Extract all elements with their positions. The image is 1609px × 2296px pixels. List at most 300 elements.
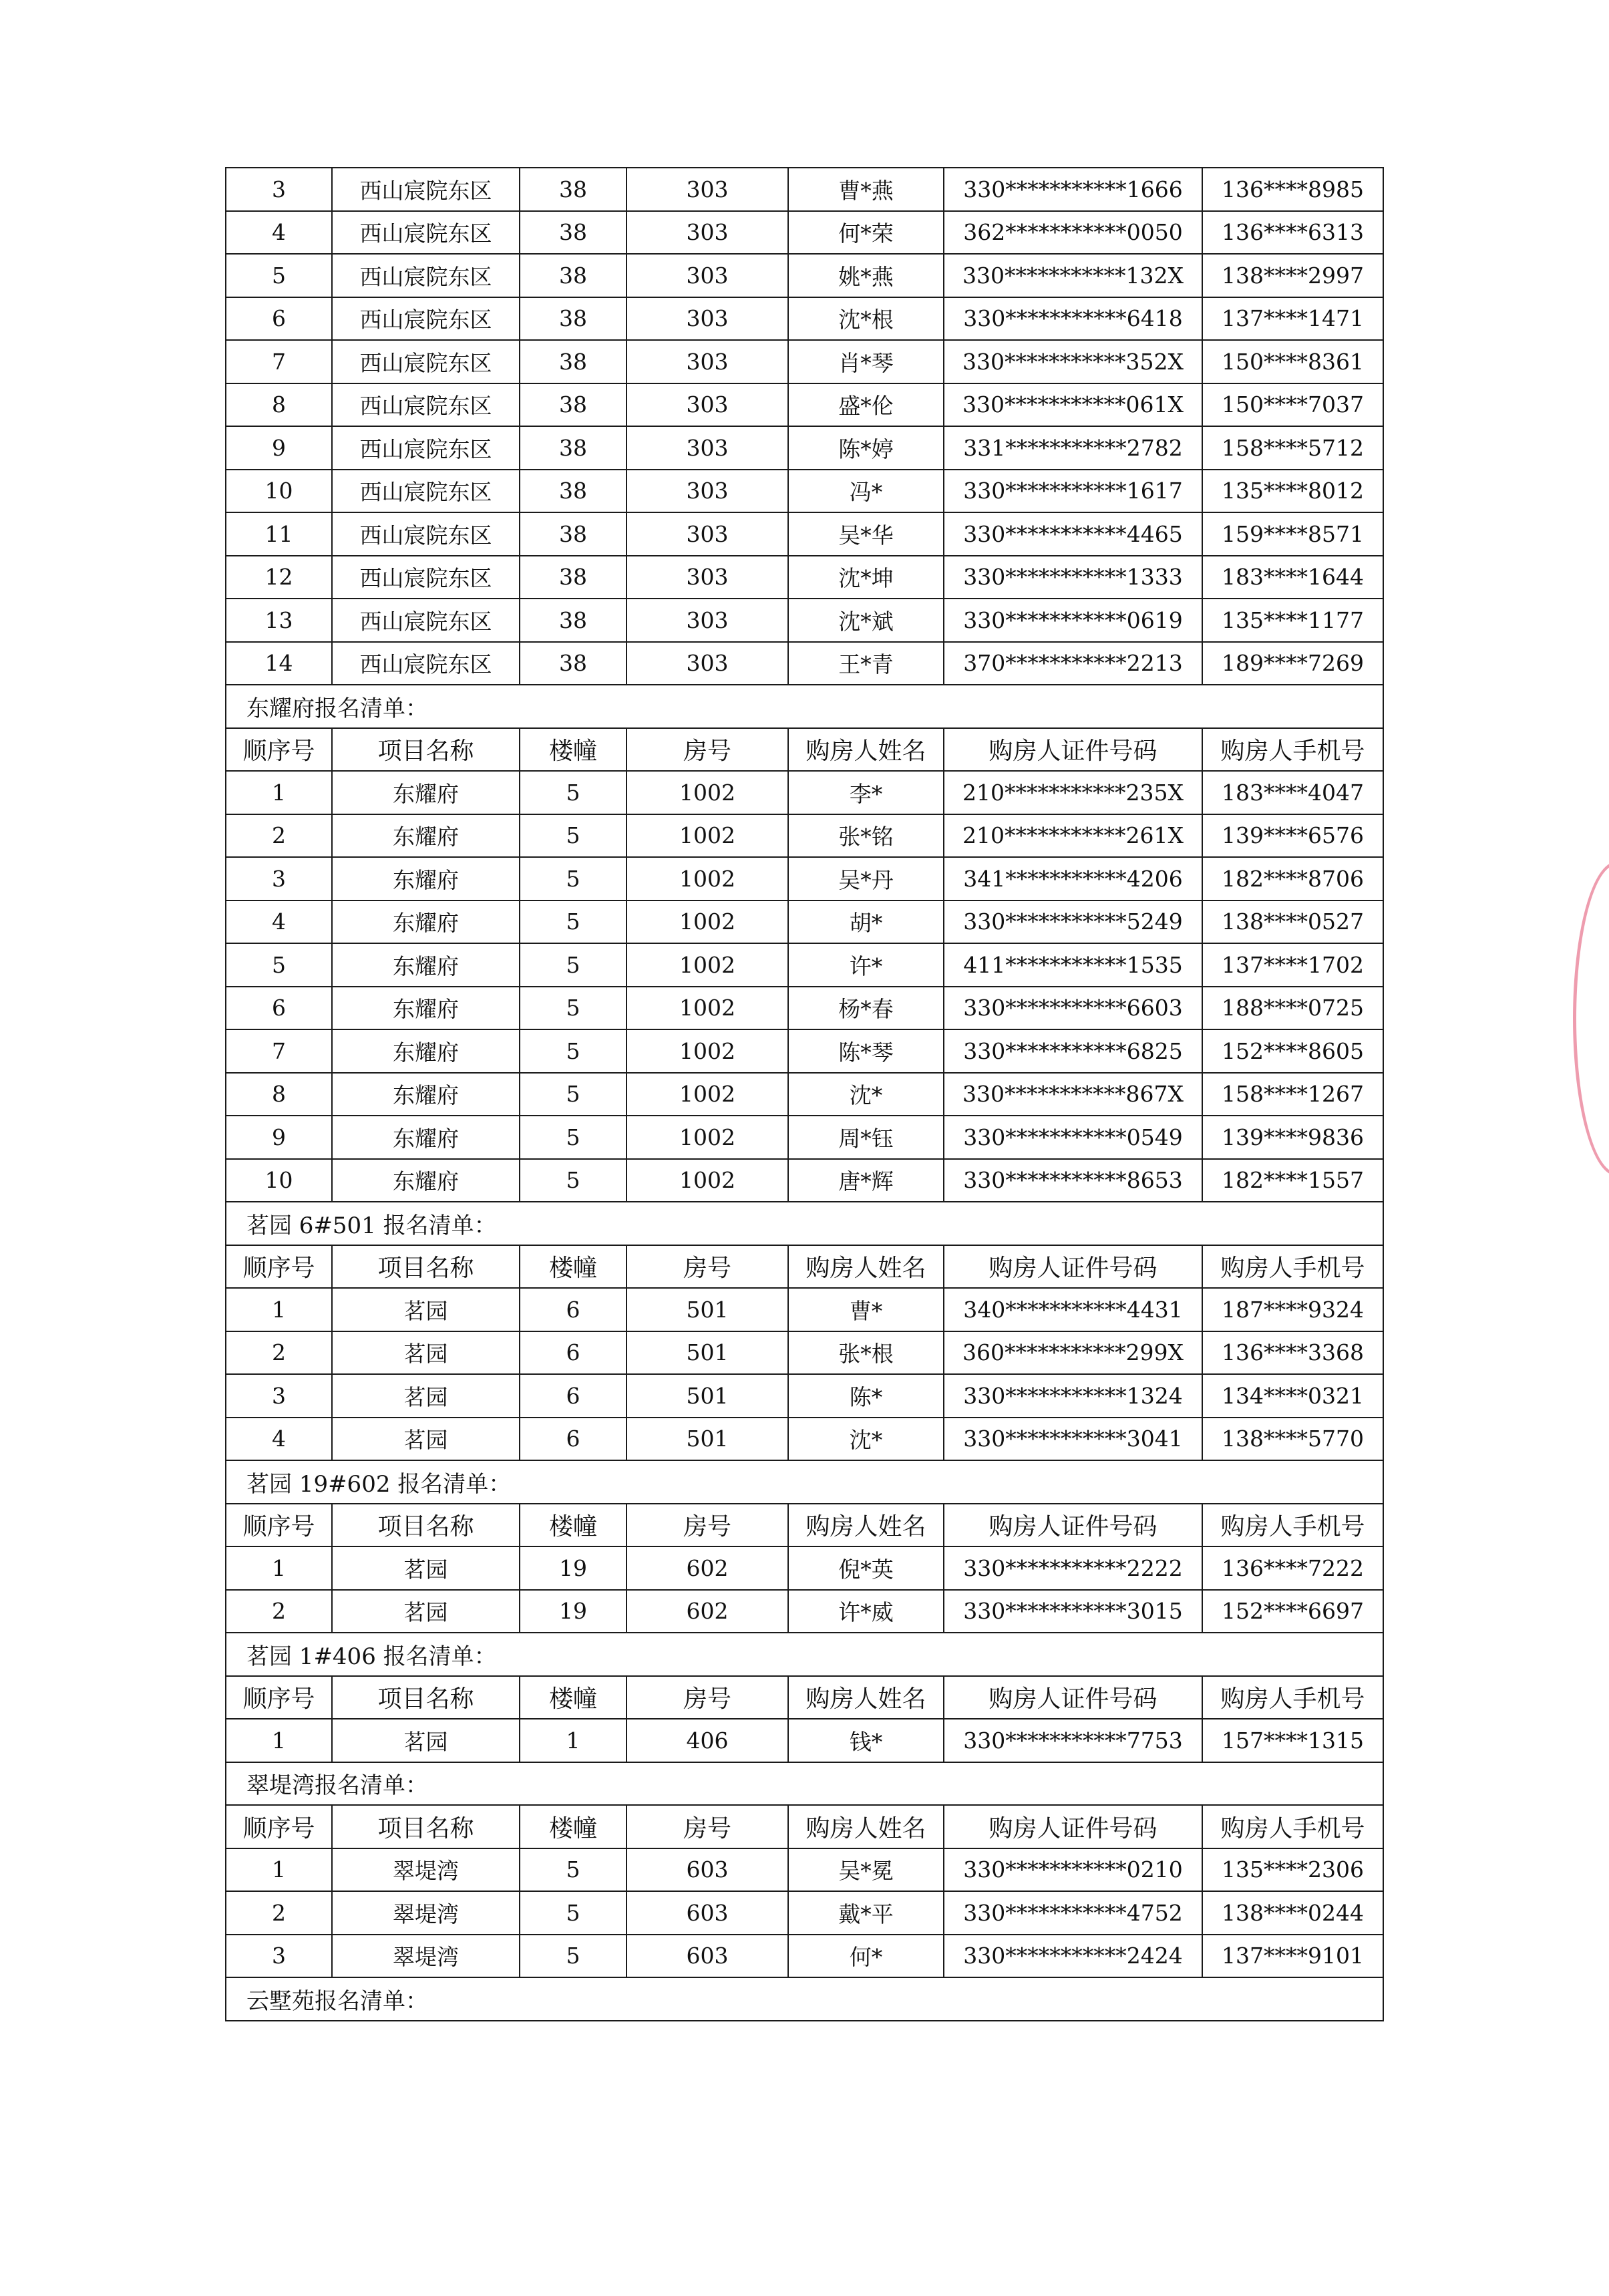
cell-building: 38	[520, 211, 627, 255]
cell-buyer-name: 沈*	[788, 1073, 944, 1116]
cell-buyer-name: 杨*春	[788, 987, 944, 1030]
cell-buyer-name: 陈*琴	[788, 1029, 944, 1073]
cell-room: 501	[627, 1374, 788, 1418]
cell-seq: 9	[226, 426, 332, 470]
cell-phone: 152****6697	[1202, 1590, 1383, 1633]
cell-phone: 135****1177	[1202, 599, 1383, 642]
table-row	[226, 814, 1383, 858]
table-row	[226, 1374, 1383, 1418]
cell-buyer-name: 戴*平	[788, 1891, 944, 1935]
cell-seq: 11	[226, 512, 332, 556]
cell-phone: 139****6576	[1202, 814, 1383, 858]
column-header-buyer-name: 购房人姓名	[788, 1805, 944, 1848]
table-row	[226, 211, 1383, 255]
column-header-seq: 顺序号	[226, 1245, 332, 1289]
cell-building: 5	[520, 943, 627, 987]
cell-project: 茗园	[332, 1374, 520, 1418]
cell-buyer-name: 胡*	[788, 900, 944, 944]
cell-room: 501	[627, 1331, 788, 1375]
cell-id-number: 330***********0619	[944, 599, 1202, 642]
cell-building: 38	[520, 340, 627, 383]
cell-seq: 4	[226, 211, 332, 255]
table-row	[226, 556, 1383, 599]
cell-phone: 137****1471	[1202, 297, 1383, 341]
column-header-seq: 顺序号	[226, 1805, 332, 1848]
cell-buyer-name: 曹*	[788, 1288, 944, 1331]
cell-project: 翠堤湾	[332, 1891, 520, 1935]
column-header-seq: 顺序号	[226, 728, 332, 772]
cell-room: 602	[627, 1546, 788, 1590]
cell-project: 茗园	[332, 1331, 520, 1375]
cell-project: 西山宸院东区	[332, 211, 520, 255]
cell-id-number: 330***********4465	[944, 512, 1202, 556]
cell-buyer-name: 沈*根	[788, 297, 944, 341]
column-header-project: 项目名称	[332, 1504, 520, 1547]
cell-id-number: 341***********4206	[944, 857, 1202, 900]
column-header-room: 房号	[627, 728, 788, 772]
column-header-id-number: 购房人证件号码	[944, 1805, 1202, 1848]
cell-project: 东耀府	[332, 1073, 520, 1116]
table-row	[226, 900, 1383, 944]
cell-id-number: 331***********2782	[944, 426, 1202, 470]
cell-building: 5	[520, 857, 627, 900]
cell-phone: 189****7269	[1202, 642, 1383, 685]
cell-room: 603	[627, 1848, 788, 1892]
cell-room: 303	[627, 512, 788, 556]
cell-phone: 138****0527	[1202, 900, 1383, 944]
cell-project: 茗园	[332, 1418, 520, 1461]
table-row	[226, 470, 1383, 513]
cell-seq: 3	[226, 1374, 332, 1418]
column-header-buyer-name: 购房人姓名	[788, 1676, 944, 1719]
cell-building: 38	[520, 297, 627, 341]
table-header-row	[226, 1805, 1383, 1848]
table-row	[226, 1029, 1383, 1073]
cell-phone: 137****1702	[1202, 943, 1383, 987]
cell-phone: 135****8012	[1202, 470, 1383, 513]
table-row	[226, 943, 1383, 987]
cell-room: 1002	[627, 814, 788, 858]
column-header-seq: 顺序号	[226, 1676, 332, 1719]
cell-id-number: 330***********3041	[944, 1418, 1202, 1461]
section-title: 茗园 19#602 报名清单：	[226, 1460, 1383, 1504]
cell-seq: 12	[226, 556, 332, 599]
cell-id-number: 330***********867X	[944, 1073, 1202, 1116]
cell-room: 1002	[627, 1029, 788, 1073]
registration-list-document	[225, 167, 1383, 2021]
cell-room: 501	[627, 1288, 788, 1331]
cell-building: 38	[520, 512, 627, 556]
cell-project: 西山宸院东区	[332, 512, 520, 556]
column-header-building: 楼幢	[520, 1676, 627, 1719]
cell-room: 303	[627, 642, 788, 685]
cell-room: 303	[627, 556, 788, 599]
cell-building: 5	[520, 1116, 627, 1159]
table-row	[226, 1073, 1383, 1116]
table-row	[226, 383, 1383, 427]
table-row	[226, 1719, 1383, 1762]
cell-id-number: 330***********6603	[944, 987, 1202, 1030]
cell-id-number: 330***********4752	[944, 1891, 1202, 1935]
cell-seq: 3	[226, 857, 332, 900]
cell-room: 1002	[627, 771, 788, 814]
table-row	[226, 1590, 1383, 1633]
cell-id-number: 330***********132X	[944, 254, 1202, 297]
cell-phone: 136****3368	[1202, 1331, 1383, 1375]
cell-phone: 134****0321	[1202, 1374, 1383, 1418]
cell-building: 5	[520, 1935, 627, 1978]
cell-room: 303	[627, 254, 788, 297]
column-header-project: 项目名称	[332, 728, 520, 772]
table-row	[226, 168, 1383, 211]
cell-id-number: 330***********7753	[944, 1719, 1202, 1762]
cell-buyer-name: 许*	[788, 943, 944, 987]
cell-room: 303	[627, 426, 788, 470]
cell-project: 茗园	[332, 1288, 520, 1331]
column-header-id-number: 购房人证件号码	[944, 1504, 1202, 1547]
column-header-phone: 购房人手机号	[1202, 1676, 1383, 1719]
cell-seq: 1	[226, 1546, 332, 1590]
cell-buyer-name: 张*根	[788, 1331, 944, 1375]
cell-phone: 138****0244	[1202, 1891, 1383, 1935]
cell-building: 5	[520, 1073, 627, 1116]
cell-building: 1	[520, 1719, 627, 1762]
cell-buyer-name: 沈*坤	[788, 556, 944, 599]
cell-buyer-name: 陈*婷	[788, 426, 944, 470]
cell-id-number: 210***********235X	[944, 771, 1202, 814]
cell-project: 西山宸院东区	[332, 297, 520, 341]
cell-room: 406	[627, 1719, 788, 1762]
cell-project: 东耀府	[332, 771, 520, 814]
section-title-row	[226, 1633, 1383, 1676]
cell-seq: 14	[226, 642, 332, 685]
table-row	[226, 987, 1383, 1030]
cell-seq: 2	[226, 1590, 332, 1633]
table-row	[226, 1159, 1383, 1202]
column-header-project: 项目名称	[332, 1805, 520, 1848]
cell-seq: 3	[226, 168, 332, 211]
cell-buyer-name: 陈*	[788, 1374, 944, 1418]
cell-phone: 139****9836	[1202, 1116, 1383, 1159]
cell-project: 东耀府	[332, 987, 520, 1030]
cell-room: 501	[627, 1418, 788, 1461]
cell-id-number: 330***********6825	[944, 1029, 1202, 1073]
cell-phone: 159****8571	[1202, 512, 1383, 556]
cell-id-number: 330***********3015	[944, 1590, 1202, 1633]
cell-id-number: 370***********2213	[944, 642, 1202, 685]
cell-project: 东耀府	[332, 1159, 520, 1202]
column-header-phone: 购房人手机号	[1202, 1805, 1383, 1848]
table-row	[226, 254, 1383, 297]
column-header-room: 房号	[627, 1504, 788, 1547]
cell-id-number: 360***********299X	[944, 1331, 1202, 1375]
column-header-project: 项目名称	[332, 1676, 520, 1719]
cell-building: 5	[520, 1848, 627, 1892]
cell-seq: 5	[226, 254, 332, 297]
cell-project: 翠堤湾	[332, 1935, 520, 1978]
cell-building: 19	[520, 1590, 627, 1633]
cell-id-number: 330***********2222	[944, 1546, 1202, 1590]
cell-id-number: 362***********0050	[944, 211, 1202, 255]
cell-seq: 1	[226, 1288, 332, 1331]
table-row	[226, 599, 1383, 642]
cell-id-number: 330***********5249	[944, 900, 1202, 944]
table-header-row	[226, 1245, 1383, 1289]
cell-phone: 182****1557	[1202, 1159, 1383, 1202]
cell-seq: 7	[226, 1029, 332, 1073]
cell-buyer-name: 冯*	[788, 470, 944, 513]
cell-buyer-name: 张*铭	[788, 814, 944, 858]
section-title: 茗园 6#501 报名清单：	[226, 1202, 1383, 1245]
column-header-buyer-name: 购房人姓名	[788, 728, 944, 772]
column-header-building: 楼幢	[520, 1504, 627, 1547]
column-header-room: 房号	[627, 1805, 788, 1848]
cell-buyer-name: 姚*燕	[788, 254, 944, 297]
cell-seq: 1	[226, 1848, 332, 1892]
cell-seq: 5	[226, 943, 332, 987]
cell-room: 1002	[627, 1073, 788, 1116]
section-title-row	[226, 685, 1383, 728]
cell-seq: 9	[226, 1116, 332, 1159]
table-row	[226, 426, 1383, 470]
cell-building: 38	[520, 470, 627, 513]
cell-id-number: 330***********1324	[944, 1374, 1202, 1418]
table-row	[226, 1891, 1383, 1935]
column-header-id-number: 购房人证件号码	[944, 728, 1202, 772]
cell-project: 茗园	[332, 1719, 520, 1762]
cell-seq: 10	[226, 470, 332, 513]
cell-seq: 1	[226, 1719, 332, 1762]
table-header-row	[226, 1676, 1383, 1719]
column-header-building: 楼幢	[520, 728, 627, 772]
cell-id-number: 330***********0210	[944, 1848, 1202, 1892]
cell-project: 西山宸院东区	[332, 556, 520, 599]
cell-room: 303	[627, 297, 788, 341]
cell-seq: 2	[226, 814, 332, 858]
cell-buyer-name: 沈*斌	[788, 599, 944, 642]
cell-building: 5	[520, 1029, 627, 1073]
cell-buyer-name: 钱*	[788, 1719, 944, 1762]
column-header-building: 楼幢	[520, 1805, 627, 1848]
section-title: 茗园 1#406 报名清单：	[226, 1633, 1383, 1676]
cell-buyer-name: 沈*	[788, 1418, 944, 1461]
table-row	[226, 1848, 1383, 1892]
cell-room: 303	[627, 383, 788, 427]
cell-buyer-name: 李*	[788, 771, 944, 814]
cell-phone: 183****4047	[1202, 771, 1383, 814]
cell-project: 西山宸院东区	[332, 254, 520, 297]
cell-id-number: 330***********8653	[944, 1159, 1202, 1202]
cell-room: 303	[627, 340, 788, 383]
cell-project: 东耀府	[332, 814, 520, 858]
cell-seq: 10	[226, 1159, 332, 1202]
table-row	[226, 771, 1383, 814]
cell-seq: 7	[226, 340, 332, 383]
cell-buyer-name: 曹*燕	[788, 168, 944, 211]
cell-building: 38	[520, 599, 627, 642]
cell-buyer-name: 倪*英	[788, 1546, 944, 1590]
cell-building: 5	[520, 987, 627, 1030]
cell-project: 西山宸院东区	[332, 470, 520, 513]
column-header-seq: 顺序号	[226, 1504, 332, 1547]
cell-buyer-name: 唐*辉	[788, 1159, 944, 1202]
cell-phone: 158****5712	[1202, 426, 1383, 470]
column-header-project: 项目名称	[332, 1245, 520, 1289]
column-header-phone: 购房人手机号	[1202, 1504, 1383, 1547]
cell-project: 西山宸院东区	[332, 383, 520, 427]
cell-phone: 182****8706	[1202, 857, 1383, 900]
section-title-row	[226, 1977, 1383, 2021]
cell-buyer-name: 吴*华	[788, 512, 944, 556]
cell-seq: 1	[226, 771, 332, 814]
cell-id-number: 340***********4431	[944, 1288, 1202, 1331]
cell-id-number: 411***********1535	[944, 943, 1202, 987]
cell-seq: 4	[226, 900, 332, 944]
cell-id-number: 330***********1666	[944, 168, 1202, 211]
cell-id-number: 330***********2424	[944, 1935, 1202, 1978]
cell-room: 303	[627, 599, 788, 642]
cell-room: 1002	[627, 857, 788, 900]
cell-building: 38	[520, 383, 627, 427]
cell-building: 38	[520, 426, 627, 470]
section-title-row	[226, 1762, 1383, 1806]
cell-seq: 4	[226, 1418, 332, 1461]
cell-building: 5	[520, 1159, 627, 1202]
cell-buyer-name: 许*威	[788, 1590, 944, 1633]
cell-room: 303	[627, 470, 788, 513]
cell-phone: 150****7037	[1202, 383, 1383, 427]
cell-project: 茗园	[332, 1590, 520, 1633]
cell-room: 602	[627, 1590, 788, 1633]
table-row	[226, 857, 1383, 900]
cell-building: 6	[520, 1374, 627, 1418]
cell-phone: 136****6313	[1202, 211, 1383, 255]
cell-building: 5	[520, 814, 627, 858]
cell-seq: 6	[226, 987, 332, 1030]
cell-project: 西山宸院东区	[332, 426, 520, 470]
cell-phone: 158****1267	[1202, 1073, 1383, 1116]
cell-project: 东耀府	[332, 857, 520, 900]
section-title: 东耀府报名清单：	[226, 685, 1383, 728]
table-row	[226, 1418, 1383, 1461]
table-row	[226, 1331, 1383, 1375]
table-header-row	[226, 1504, 1383, 1547]
cell-project: 翠堤湾	[332, 1848, 520, 1892]
table-row	[226, 1546, 1383, 1590]
cell-phone: 157****1315	[1202, 1719, 1383, 1762]
column-header-phone: 购房人手机号	[1202, 728, 1383, 772]
cell-phone: 136****8985	[1202, 168, 1383, 211]
cell-room: 1002	[627, 1116, 788, 1159]
cell-room: 603	[627, 1935, 788, 1978]
cell-seq: 13	[226, 599, 332, 642]
cell-id-number: 330***********352X	[944, 340, 1202, 383]
cell-buyer-name: 何*荣	[788, 211, 944, 255]
cell-building: 5	[520, 900, 627, 944]
section-title-row	[226, 1202, 1383, 1245]
cell-seq: 3	[226, 1935, 332, 1978]
cell-building: 6	[520, 1418, 627, 1461]
cell-project: 茗园	[332, 1546, 520, 1590]
column-header-buyer-name: 购房人姓名	[788, 1245, 944, 1289]
cell-id-number: 330***********061X	[944, 383, 1202, 427]
cell-room: 303	[627, 168, 788, 211]
cell-buyer-name: 吴*丹	[788, 857, 944, 900]
cell-building: 6	[520, 1331, 627, 1375]
cell-seq: 6	[226, 297, 332, 341]
cell-project: 西山宸院东区	[332, 599, 520, 642]
cell-buyer-name: 肖*琴	[788, 340, 944, 383]
cell-room: 1002	[627, 1159, 788, 1202]
red-seal-stamp	[1573, 862, 1609, 1176]
cell-phone: 152****8605	[1202, 1029, 1383, 1073]
cell-phone: 135****2306	[1202, 1848, 1383, 1892]
cell-room: 603	[627, 1891, 788, 1935]
cell-seq: 8	[226, 383, 332, 427]
cell-phone: 150****8361	[1202, 340, 1383, 383]
cell-building: 6	[520, 1288, 627, 1331]
column-header-room: 房号	[627, 1245, 788, 1289]
cell-buyer-name: 吴*冕	[788, 1848, 944, 1892]
column-header-id-number: 购房人证件号码	[944, 1676, 1202, 1719]
table-row	[226, 1116, 1383, 1159]
cell-seq: 8	[226, 1073, 332, 1116]
cell-room: 1002	[627, 900, 788, 944]
cell-phone: 138****5770	[1202, 1418, 1383, 1461]
cell-project: 东耀府	[332, 1029, 520, 1073]
cell-project: 西山宸院东区	[332, 340, 520, 383]
cell-buyer-name: 周*钰	[788, 1116, 944, 1159]
section-title-row	[226, 1460, 1383, 1504]
cell-id-number: 210***********261X	[944, 814, 1202, 858]
table-row	[226, 642, 1383, 685]
cell-project: 东耀府	[332, 900, 520, 944]
registration-table	[225, 167, 1384, 2021]
cell-phone: 188****0725	[1202, 987, 1383, 1030]
cell-buyer-name: 何*	[788, 1935, 944, 1978]
cell-seq: 2	[226, 1891, 332, 1935]
cell-seq: 2	[226, 1331, 332, 1375]
table-row	[226, 1935, 1383, 1978]
cell-id-number: 330***********1333	[944, 556, 1202, 599]
column-header-buyer-name: 购房人姓名	[788, 1504, 944, 1547]
section-title: 云墅苑报名清单：	[226, 1977, 1383, 2021]
registration-table-body	[226, 168, 1383, 2021]
table-row	[226, 512, 1383, 556]
cell-id-number: 330***********1617	[944, 470, 1202, 513]
cell-building: 38	[520, 168, 627, 211]
table-row	[226, 1288, 1383, 1331]
cell-id-number: 330***********6418	[944, 297, 1202, 341]
cell-phone: 136****7222	[1202, 1546, 1383, 1590]
cell-building: 5	[520, 1891, 627, 1935]
table-row	[226, 340, 1383, 383]
column-header-id-number: 购房人证件号码	[944, 1245, 1202, 1289]
cell-building: 38	[520, 254, 627, 297]
cell-building: 38	[520, 556, 627, 599]
cell-phone: 183****1644	[1202, 556, 1383, 599]
column-header-phone: 购房人手机号	[1202, 1245, 1383, 1289]
cell-room: 303	[627, 211, 788, 255]
cell-phone: 187****9324	[1202, 1288, 1383, 1331]
cell-building: 19	[520, 1546, 627, 1590]
cell-project: 西山宸院东区	[332, 168, 520, 211]
cell-room: 1002	[627, 943, 788, 987]
cell-room: 1002	[627, 987, 788, 1030]
cell-buyer-name: 王*青	[788, 642, 944, 685]
cell-buyer-name: 盛*伦	[788, 383, 944, 427]
table-header-row	[226, 728, 1383, 772]
